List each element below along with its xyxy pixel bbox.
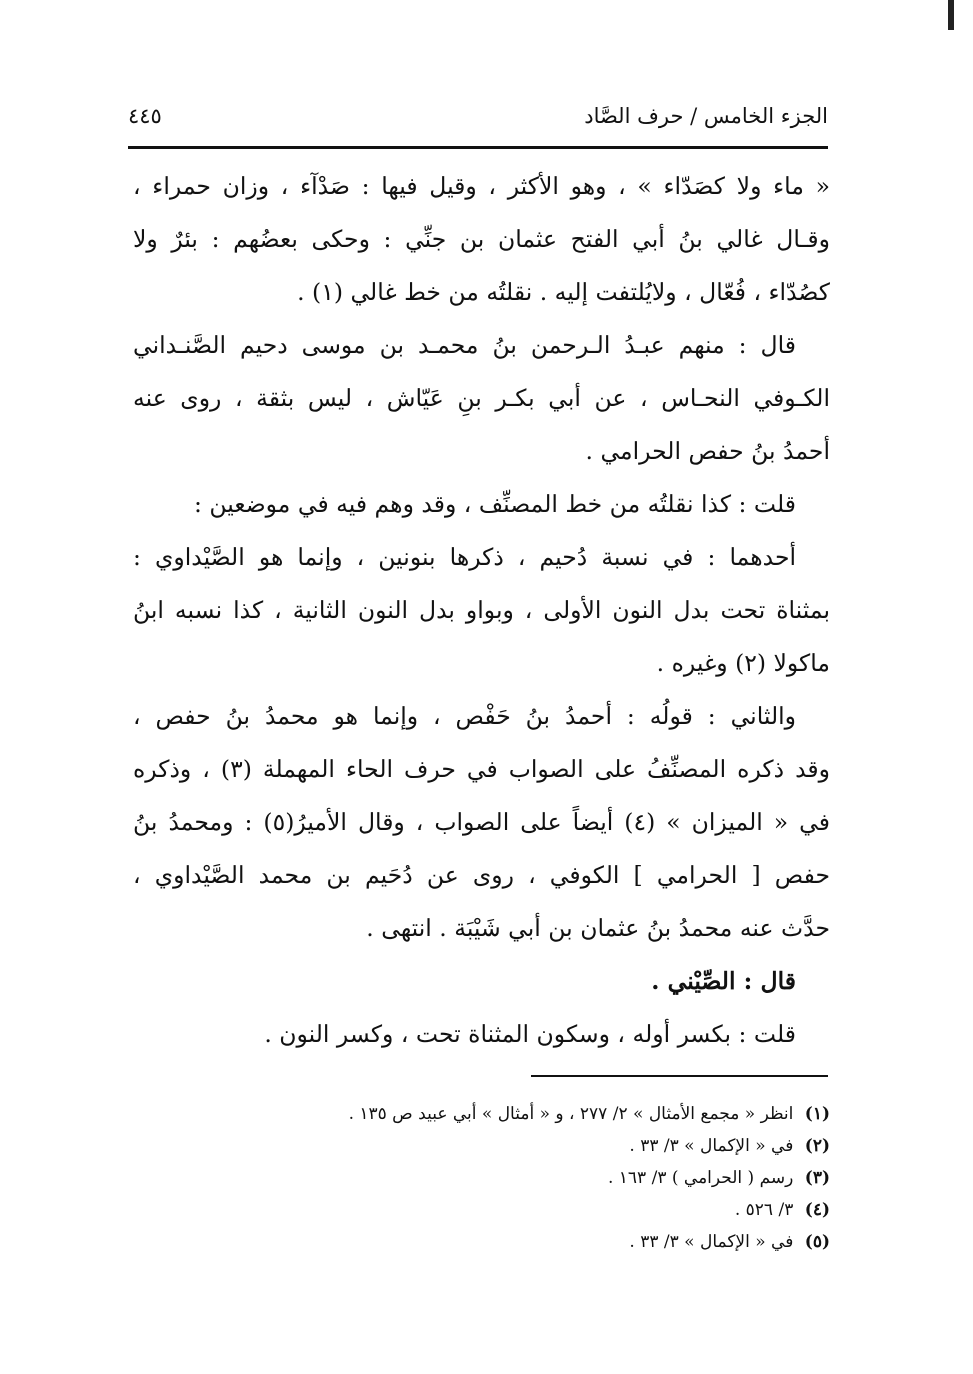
footnote-separator xyxy=(531,1075,828,1077)
main-text xyxy=(133,160,830,1061)
text-line: الكـوفي النحـاس ، عن أبي بكـر بنِ عَيّاش ، ليس بثقة ، روى عنه xyxy=(133,384,830,412)
page-number: ٤٤٥ xyxy=(128,104,162,128)
footnote-number: (١) xyxy=(804,1104,830,1124)
footnote-number: (٣) xyxy=(804,1168,830,1188)
footnote-text: انظر « مجمع الأمثال » ٢/ ٢٧٧ ، و « أمثال » أبي عبيد ص ١٣٥ . xyxy=(348,1104,794,1124)
header-rule xyxy=(128,146,828,149)
footnote-text: في « الإكمال » ٣/ ٣٣ . xyxy=(629,1232,794,1252)
entry-heading: قال : الصِّيْني . xyxy=(651,967,796,995)
text-line: « ماء ولا كصَدّاء » ، وهو الأكثر ، وقيل فيها : صَدْآء ، وزان حمراء ، xyxy=(133,172,830,200)
text-line: أحدهما : في نسبة دُحيم ، ذكرها بنونين ، وإنما هو الصَّيْداوي : xyxy=(133,543,796,571)
text-line: أحمدُ بنُ حفص الحرامي . xyxy=(585,437,830,465)
text-line: وقد ذكره المصنِّفُ على الصواب في حرف الحاء المهملة (٣) ، وذكره xyxy=(133,755,830,783)
footnote-item xyxy=(133,1098,830,1130)
footnote-text: ٣/ ٥٢٦ . xyxy=(734,1200,794,1220)
text-line: كصُدّاء ، فُعّال ، ولايُلتفت إليه . نقلتُه من خط غالي (١) . xyxy=(297,278,830,306)
footnote-number: (٤) xyxy=(804,1200,830,1220)
footnote-item xyxy=(133,1226,830,1258)
page-header xyxy=(128,96,828,136)
text-line: بمثناة تحت بدل النون الأولى ، وبواو بدل النون الثانية ، كذا نسبه ابنُ xyxy=(133,596,830,624)
text-line: قلت : بكسر أوله ، وسكون المثناة تحت ، وكسر النون . xyxy=(264,1020,796,1048)
text-line: ماكولا (٢) وغيره . xyxy=(656,649,830,677)
text-line: وقـال غالي بنُ أبي الفتح عثمان بن جنِّي : وحكى بعضُهم : بئرٌ ولا xyxy=(133,225,830,253)
footnote-number: (٥) xyxy=(804,1232,830,1252)
text-line: قلت : كذا نقلتُه من خط المصنِّف ، وقد وهم فيه في موضعين : xyxy=(194,490,796,518)
text-line: حدَّث عنه محمدُ بنُ عثمان بن أبي شَيْبَة . انتهى . xyxy=(366,914,830,942)
footnote-item xyxy=(133,1130,830,1162)
footnotes xyxy=(133,1098,830,1258)
footnote-text: في « الإكمال » ٣/ ٣٣ . xyxy=(629,1136,794,1156)
footnote-item xyxy=(133,1194,830,1226)
text-line: قال : منهم عبـدُ الـرحمن بنُ محمـد بن موسى دحيم الصَّنـداني xyxy=(133,331,796,359)
text-line: في « الميزان » (٤) أيضاً على الصواب ، وقال الأميرُ(٥) : ومحمدُ بنُ xyxy=(133,808,830,836)
scan-edge-mark xyxy=(948,0,954,30)
text-line: والثاني : قولُه : أحمدُ بنُ حَفْص ، وإنما هو محمدُ بنُ حفص ، xyxy=(133,702,796,730)
footnote-text: رسم ( الحرامي ) ٣/ ١٦٣ . xyxy=(607,1168,794,1188)
footnote-number: (٢) xyxy=(804,1136,830,1156)
text-line: حفص [ الحرامي ] الكوفي ، روى عن دُحَيم بن محمد الصَّيْداوي ، xyxy=(133,861,830,889)
footnote-item xyxy=(133,1162,830,1194)
running-title: الجزء الخامس / حرف الصَّاد xyxy=(584,104,828,128)
